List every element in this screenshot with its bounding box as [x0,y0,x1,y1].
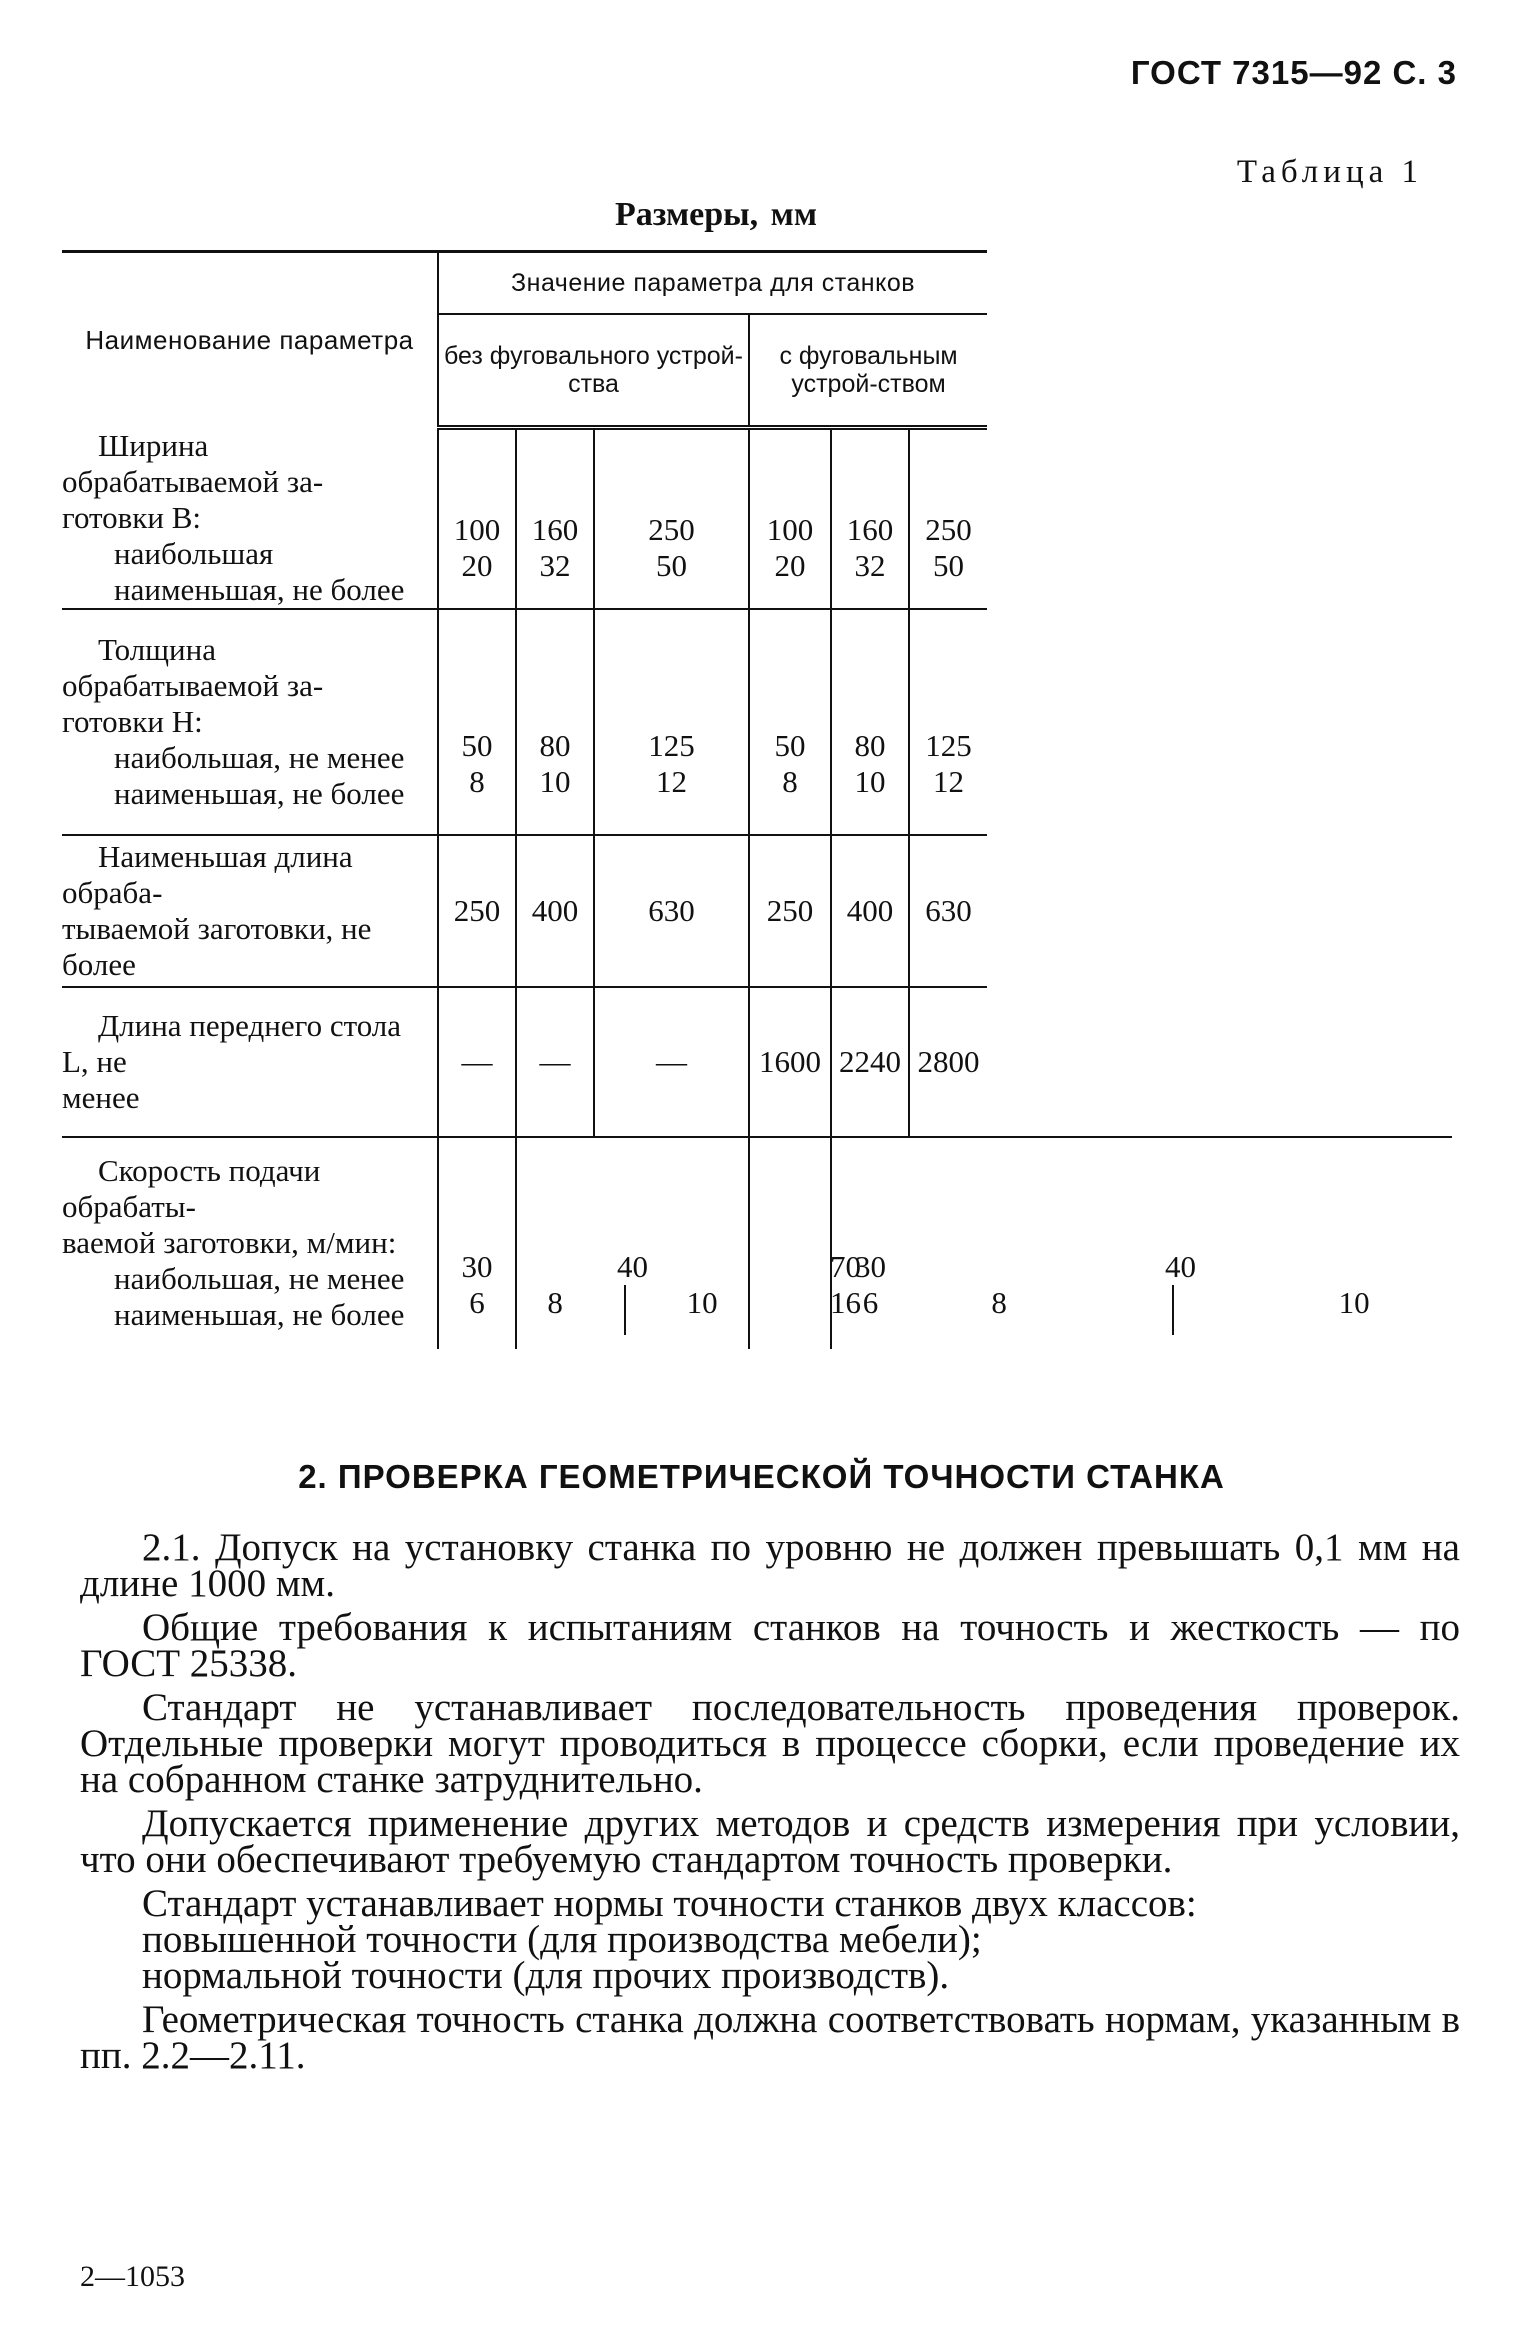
value-cell: 10 [539,763,571,799]
value-cell: 8 [469,763,485,799]
value-cell: 50 [774,727,806,763]
sub-header-without: без фуговального устрой-ства [438,314,749,428]
group-header: Значение параметра для станков [438,252,987,315]
value-cell: 8 [547,1284,563,1320]
value-cell: 12 [656,763,687,799]
table-row [62,609,1452,835]
page-signature: 2—1053 [80,2260,185,2293]
value-cell: 125 [925,727,972,763]
split-divider [1172,1285,1174,1335]
value-cell: 50 [933,547,965,583]
table-label: Таблица 1 [1236,154,1423,190]
paragraph: повышенной точности (для производства мебели); [142,1918,982,1961]
table-row [62,428,1452,609]
value-cell: 100 [766,511,814,547]
value-cell: 10 [854,763,886,799]
paragraph: Стандарт не устанавливает последовательность проведения проверок. Отдельные проверки могут проводиться в процессе сборки, если проведение их на собранном станке затруднительно. [80,1686,1460,1801]
param-name: Наименьшая длина обраба- тываемой заготовки, не более [62,835,438,987]
value-cell: 630 [909,835,987,987]
value-cell: 80 [539,727,571,763]
value-cell: 250 [438,835,516,987]
value-cell: 6 [469,1284,485,1320]
value-cell: 160 [846,511,894,547]
body-text [80,1526,1460,2082]
split-divider [624,1285,626,1335]
value-cell: 12 [933,763,965,799]
caption-unit: мм [770,196,817,233]
value-cell: 250 [925,511,972,547]
value-cell: 50 [461,727,493,763]
caption-word: Размеры, [615,196,759,233]
table-caption [615,196,817,234]
table-row: Скорость подачи обрабаты- ваемой заготовки, м/мин: наибольшая, не менее наименьшая, не более 30 6 40 8 10 70 16 30 6 40 8 10 [62,1137,1452,1349]
paragraph: Допускается применение других методов и средств измерения при условии, что они обеспечивают требуемую стандартом точность проверки. [80,1802,1460,1881]
value-cell: 100 [453,511,501,547]
value-cell: 30 [461,1248,493,1284]
value-cell: 1600 [749,987,831,1137]
value-cell: 2240 [831,987,909,1137]
value-cell: 50 [656,547,687,583]
table-row [62,987,1452,1137]
value-cell: — [594,987,749,1137]
paragraph: 2.1. Допуск на установку станка по уровню не должен превышать 0,1 мм на длине 1000 мм. [80,1526,1460,1605]
value-cell: 2800 [909,987,987,1137]
value-cell: 20 [461,547,493,583]
value-cell: 40 [617,1248,648,1284]
paragraph: Стандарт устанавливает нормы точности станков двух классов: [142,1882,1197,1925]
param-name: Ширина обрабатываемой за- готовки B: наибольшая наименьшая, не более [62,427,405,607]
value-cell: 10 [686,1284,718,1320]
col-name-header: Наименование параметра [62,252,438,428]
param-name: Толщина обрабатываемой за- готовки H: наибольшая, не менее наименьшая, не более [62,609,438,835]
value-cell: 400 [516,835,594,987]
value-cell: — [438,987,516,1137]
value-cell: 250 [648,511,695,547]
value-cell: 8 [991,1284,1007,1320]
value-cell: 125 [648,727,695,763]
value-cell: 30 [855,1248,886,1284]
paragraph: Геометрическая точность станка должна соответствовать нормам, указанным в пп. 2.2—2.11. [80,1998,1460,2077]
param-name: Длина переднего стола L, не менее [62,987,438,1137]
value-cell: 6 [862,1284,879,1320]
section-title: 2. ПРОВЕРКА ГЕОМЕТРИЧЕСКОЙ ТОЧНОСТИ СТАНКА [298,1458,1225,1495]
paragraph: нормальной точности (для прочих производств). [142,1954,950,1997]
table-row [62,835,1452,987]
paragraph: Общие требования к испытаниям станков на точность и жесткость — по ГОСТ 25338. [80,1606,1460,1685]
value-cell: 250 [749,835,831,987]
value-cell: 630 [594,835,749,987]
value-cell: 160 [531,511,579,547]
value-cell: — [516,987,594,1137]
param-name: Скорость подачи обрабаты- ваемой заготовки, м/мин: наибольшая, не менее наименьшая, не более [62,1137,438,1349]
value-cell: 10 [1338,1284,1370,1320]
page-header: ГОСТ 7315—92 С. 3 [1130,54,1457,91]
value-cell: 80 [854,727,886,763]
parameters-table [62,250,1452,1349]
value-cell: 400 [831,835,909,987]
value-cell: 32 [854,547,886,583]
value-cell: 40 [1165,1248,1196,1284]
value-cell: 20 [774,547,806,583]
value-cell: 32 [539,547,571,583]
sub-header-with: с фуговальным устрой-ством [749,314,987,428]
value-cell: 8 [782,763,798,799]
